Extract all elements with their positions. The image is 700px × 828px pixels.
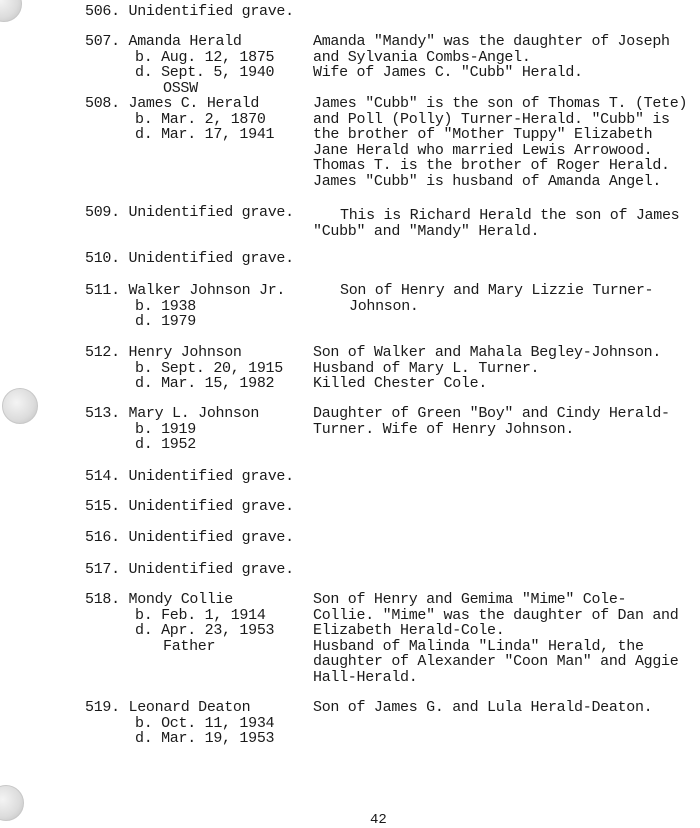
entry-death-date: d. 1952 — [135, 436, 196, 453]
entry-description-line: Husband of Mary L. Turner. — [313, 359, 540, 377]
entry-death-date: d. Mar. 17, 1941 — [135, 126, 275, 143]
entry-description-line: Husband of Malinda "Linda" Herald, the — [313, 637, 644, 655]
entry-death-date: d. 1979 — [135, 313, 196, 330]
entry-name: 511. Walker Johnson Jr. — [85, 282, 286, 299]
entry-description-line: Thomas T. is the brother of Roger Herald. — [313, 157, 670, 174]
entry-name: 515. Unidentified grave. — [85, 498, 294, 515]
entry-name: 508. James C. Herald — [85, 95, 260, 112]
entry-description-line: Elizabeth Herald-Cole. — [313, 622, 505, 639]
entry-description-line: Johnson. — [349, 297, 419, 315]
entry-name: 516. Unidentified grave. — [85, 529, 294, 546]
entry-birth-date: b. Sept. 20, 1915 — [135, 359, 283, 377]
entry-name: 512. Henry Johnson — [85, 344, 242, 361]
entry-birth-date: b. Mar. 2, 1870 — [135, 110, 266, 128]
entry-description-line: Killed Chester Cole. — [313, 375, 488, 392]
entry-death-date: d. Sept. 5, 1940 — [135, 64, 275, 81]
entry-birth-date: b. 1919 — [135, 420, 196, 438]
entry-description-line: and Sylvania Combs-Angel. — [313, 48, 531, 66]
entry-death-date: d. Mar. 15, 1982 — [135, 375, 275, 392]
entry-description-line: "Cubb" and "Mandy" Herald. — [313, 222, 540, 240]
punch-hole-bottom — [0, 785, 24, 821]
entry-description-line: Amanda "Mandy" was the daughter of Joseph — [313, 33, 670, 50]
punch-hole-middle — [2, 388, 38, 424]
entry-description-line: Son of James G. and Lula Herald-Deaton. — [313, 699, 653, 716]
entry-description-line: Son of Henry and Mary Lizzie Turner- — [340, 282, 654, 299]
entry-description-line: Son of Walker and Mahala Begley-Johnson. — [313, 344, 662, 361]
entry-name: 510. Unidentified grave. — [85, 250, 294, 267]
entry-description-line: James "Cubb" is husband of Amanda Angel. — [313, 172, 662, 190]
page-number: 42 — [370, 812, 387, 828]
entry-name: 509. Unidentified grave. — [85, 204, 294, 221]
entry-description-line: daughter of Alexander "Coon Man" and Aggie — [313, 653, 679, 670]
entry-description-line: and Poll (Polly) Turner-Herald. "Cubb" is — [313, 110, 670, 128]
entry-name: 519. Leonard Deaton — [85, 699, 251, 716]
entry-death-date: d. Mar. 19, 1953 — [135, 730, 275, 747]
entry-birth-date: b. Oct. 11, 1934 — [135, 714, 275, 732]
entry-name: 513. Mary L. Johnson — [85, 405, 260, 422]
entry-name: 518. Mondy Collie — [85, 591, 233, 608]
entry-note: OSSW — [163, 79, 198, 97]
entry-note: Father — [163, 637, 216, 655]
punch-hole-top — [0, 0, 22, 22]
entry-death-date: d. Apr. 23, 1953 — [135, 622, 275, 639]
entry-birth-date: b. Feb. 1, 1914 — [135, 606, 266, 624]
entry-description-line: Wife of James C. "Cubb" Herald. — [313, 64, 583, 81]
entry-birth-date: b. Aug. 12, 1875 — [135, 48, 275, 66]
entry-birth-date: b. 1938 — [135, 297, 196, 315]
entry-description-line: the brother of "Mother Tuppy" Elizabeth — [313, 126, 653, 143]
entry-description-line: Son of Henry and Gemima "Mime" Cole- — [313, 591, 627, 608]
entry-description-line: James "Cubb" is the son of Thomas T. (Tete) — [313, 95, 688, 112]
entry-description-line: Hall-Herald. — [313, 668, 418, 686]
entry-description-line: Collie. "Mime" was the daughter of Dan and — [313, 606, 679, 624]
entry-name: 517. Unidentified grave. — [85, 561, 294, 578]
entry-name: 506. Unidentified grave. — [85, 3, 294, 20]
entry-name: 507. Amanda Herald — [85, 33, 242, 50]
entry-description-line: This is Richard Herald the son of James — [340, 207, 680, 224]
entry-description-line: Turner. Wife of Henry Johnson. — [313, 420, 575, 438]
entry-name: 514. Unidentified grave. — [85, 468, 294, 485]
entry-description-line: Jane Herald who married Lewis Arrowood. — [313, 141, 653, 159]
entry-description-line: Daughter of Green "Boy" and Cindy Herald- — [313, 405, 670, 422]
